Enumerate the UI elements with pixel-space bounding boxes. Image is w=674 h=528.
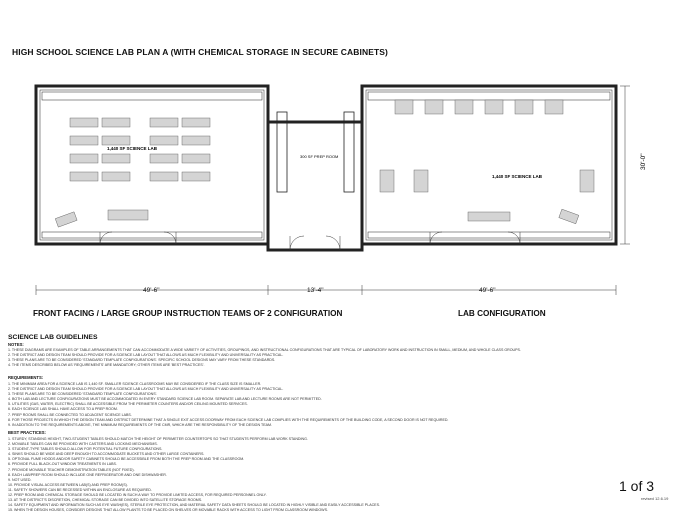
list-item: 6. EACH SCIENCE LAB SHALL HAVE ACCESS TO A PREP ROOM. (8, 407, 118, 412)
list-item: 2. MOVABLE TABLES CAN BE PROVIDED WITH CASTERS AND LOCKING MECHANISMS. (8, 442, 158, 447)
list-item: 9. NOT USED. (8, 477, 32, 482)
guidelines-title: SCIENCE LAB GUIDELINES (8, 334, 98, 341)
list-item: 1. STURDY, STANDING HEIGHT, TWO-STUDENT TABLES SHOULD MATCH THE HEIGHT OF PERIMETER COUNTERTOPS SO THAT STUDENTS PERFORM LAB WORK STANDING. (8, 437, 308, 441)
list-item: 10. PROVIDE VISUAL ACCESS BETWEEN LAB(S) AND PREP ROOM(S). (8, 482, 128, 487)
prep-room-label: 300 SF PREP ROOM (300, 154, 339, 159)
left-caption: FRONT FACING / LARGE GROUP INSTRUCTION TEAMS OF 2 CONFIGURATION (33, 309, 343, 318)
list-item: 5. UTILITIES (GAS, WATER, ELECTRIC) SHALL BE ACCESSIBLE FROM THE PERIMETER COUNTERS AND/OR CEILING MOUNTED SERVICES. (8, 402, 248, 407)
requirements-list (8, 382, 608, 428)
list-item: 4. THE ITEMS DESCRIBED BELOW AS 'REQUIREMENTS' ARE MANDATORY; OTHER ITEMS ARE 'BEST PRACTICES'. (8, 363, 205, 368)
list-item: 4. BOTH LAB AND LECTURE CONFIGURATIONS MUST BE ACCOMMODATED IN EVERY STANDARD SCIENCE LAB ROOM. SEPARATE LAB AND LECTURE ROOMS ARE NOT PERMITTED. (8, 397, 322, 402)
list-item: 6. PROVIDE FULL BLACK-OUT WINDOW TREATMENTS IN LABS. (8, 462, 117, 467)
middle-width-dimension: 13'-4" (307, 287, 324, 294)
list-item: 7. PROVIDE MOVABLE TEACHER DEMONSTRATION TABLES (NOT FIXED). (8, 467, 135, 472)
list-item: 1. THE MINIMUM AREA FOR A SCIENCE LAB IS 1,440 SF. SMALLER SCIENCE CLASSROOMS MAY BE CONSIDERED IF THE CLASS SIZE IS SMALLER. (8, 382, 262, 386)
right-lab-label: 1,440 SF SCIENCE LAB (492, 174, 543, 179)
list-item: 7. PREP ROOMS SHALL BE CONNECTED TO ADJACENT SCIENCE LABS. (8, 412, 132, 417)
page-title: HIGH SCHOOL SCIENCE LAB PLAN A (WITH CHEMICAL STORAGE IN SECURE CABINETS) (12, 47, 388, 57)
list-item: 1. THESE DIAGRAMS ARE EXAMPLES OF TABLE ARRANGEMENTS THAT CAN ACCOMMODATE A WIDE VARIETY OF ACTIVITIES, GROUPINGS, AND INSTRUCTIONAL CONFIGURATIONS THAT ARE TYPICAL OF LABORATORY WORK AND INSTRUCTION IN SMALL, MEDIUM, AND WHOLE CLASS GROUPS. (8, 348, 521, 352)
notes-heading: NOTES: (8, 342, 24, 347)
revision-date: revised 12.6.19 (641, 496, 669, 501)
list-item: 8. FOR THOSE PROJECTS IN WHICH THE DESIGN TEAM AND DISTRICT DETERMINE THAT A SINGLE EXIT ACCESS DOORWAY FROM EACH SCIENCE LAB COMPLIES WITH THE REQUIREMENTS OF THE BUILDING CODE, A SECOND DOOR IS NOT REQUIRED. (8, 417, 449, 422)
page-number: 1 of 3 (619, 478, 655, 494)
list-item: 2. THE DISTRICT AND DESIGN TEAM SHOULD PROVIDE FOR A SCIENCE LAB LAYOUT THAT ALLOWS AS MUCH FLEXIBILITY AND UNIVERSALITY AS PRACTICAL. (8, 387, 284, 392)
list-item: 9. IN ADDITION TO THE REQUIREMENTS ABOVE, THE MINIMUM REQUIREMENTS OF THE CMR, WHICH ARE THE RESPONSIBILITY OF THE DESIGN TEAM. (8, 422, 272, 427)
left-width-dimension: 49'-6" (143, 287, 160, 294)
notes-list (8, 348, 608, 368)
list-item: 3. THESE PLANS ARE TO BE CONSIDERED 'STANDARD TEMPLATE CONFIGURATIONS'. (8, 392, 158, 397)
best-practices-heading: BEST PRACTICES: (8, 430, 46, 435)
list-item: 13. AT THE DISTRICT'S DISCRETION, CHEMICAL STORAGE CAN BE DIVIDED INTO SATELLITE STORAGE ROOMS. (8, 498, 203, 503)
list-item: 2. THE DISTRICT AND DESIGN TEAM SHOULD PROVIDE FOR A SCIENCE LAB LAYOUT THAT ALLOWS AS MUCH FLEXIBILITY AND UNIVERSALITY AS PRACTICAL. (8, 353, 284, 358)
height-dimension: 30'-0" (640, 153, 647, 170)
list-item: 14. SAFETY EQUIPMENT AND INFORMATION SUCH AS EYE WASH(ES), STERILE EYE PROTECTION, AND MATERIAL SAFETY DATA SHEETS SHOULD BE LOCATED IN HIGHLY VISIBLE AND EASILY ACCESSIBLE PLACES. (8, 503, 380, 508)
right-width-dimension: 49'-6" (479, 287, 496, 294)
list-item: 3. THESE PLANS ARE TO BE CONSIDERED 'STANDARD TEMPLATE CONFIGURATIONS'. SPECIFIC SCHOOL DESIGNS MAY VARY FROM THESE STANDARDS. (8, 358, 276, 363)
list-item: 11. SAFETY SHOWERS CAN BE RECESSED WITHIN AN ENCLOSURE AS REQUIRED. (8, 487, 152, 492)
list-item: 15. WHEN THE DESIGN HOUSES, CONSIDER DESIGNS THAT ALLOW PLANTS TO BE PLACED ON SHELVES OR MOVABLE RACKS WITH ACCESS TO LIGHT FROM CLASSROOM WINDOWS. (8, 508, 328, 513)
list-item: 4. SINKS SHOULD BE WIDE AND DEEP ENOUGH TO ACCOMMODATE BUCKETS AND OTHER LARGE CONTAINERS. (8, 452, 205, 457)
left-lab-label: 1,440 SF SCIENCE LAB (107, 146, 158, 151)
prep-room-wall (268, 122, 362, 250)
list-item: 12. PREP ROOM AND CHEMICAL STORAGE SHOULD BE LOCATED IN SUCH A WAY TO PROVIDE LIMITED ACCESS, FOR REQUIRED PERSONNEL ONLY. (8, 493, 267, 498)
requirements-heading: REQUIREMENTS: (8, 375, 44, 380)
right-caption: LAB CONFIGURATION (458, 309, 546, 318)
list-item: 8. EACH LAB/PREP ROOM SHOULD INCLUDE ONE REFRIGERATOR AND ONE DISHWASHER. (8, 472, 167, 477)
list-item: 3. STUDENT-TYPE TABLES SHOULD ALLOW FOR POTENTIAL FUTURE CONFIGURATIONS. (8, 447, 163, 452)
best-practices-list (8, 437, 608, 513)
list-item: 5. OPTIONAL FUME HOODS AND/OR SAFETY CABINETS SHOULD BE ACCESSIBLE FROM BOTH THE PREP ROOM AND THE CLASSROOM. (8, 457, 245, 462)
